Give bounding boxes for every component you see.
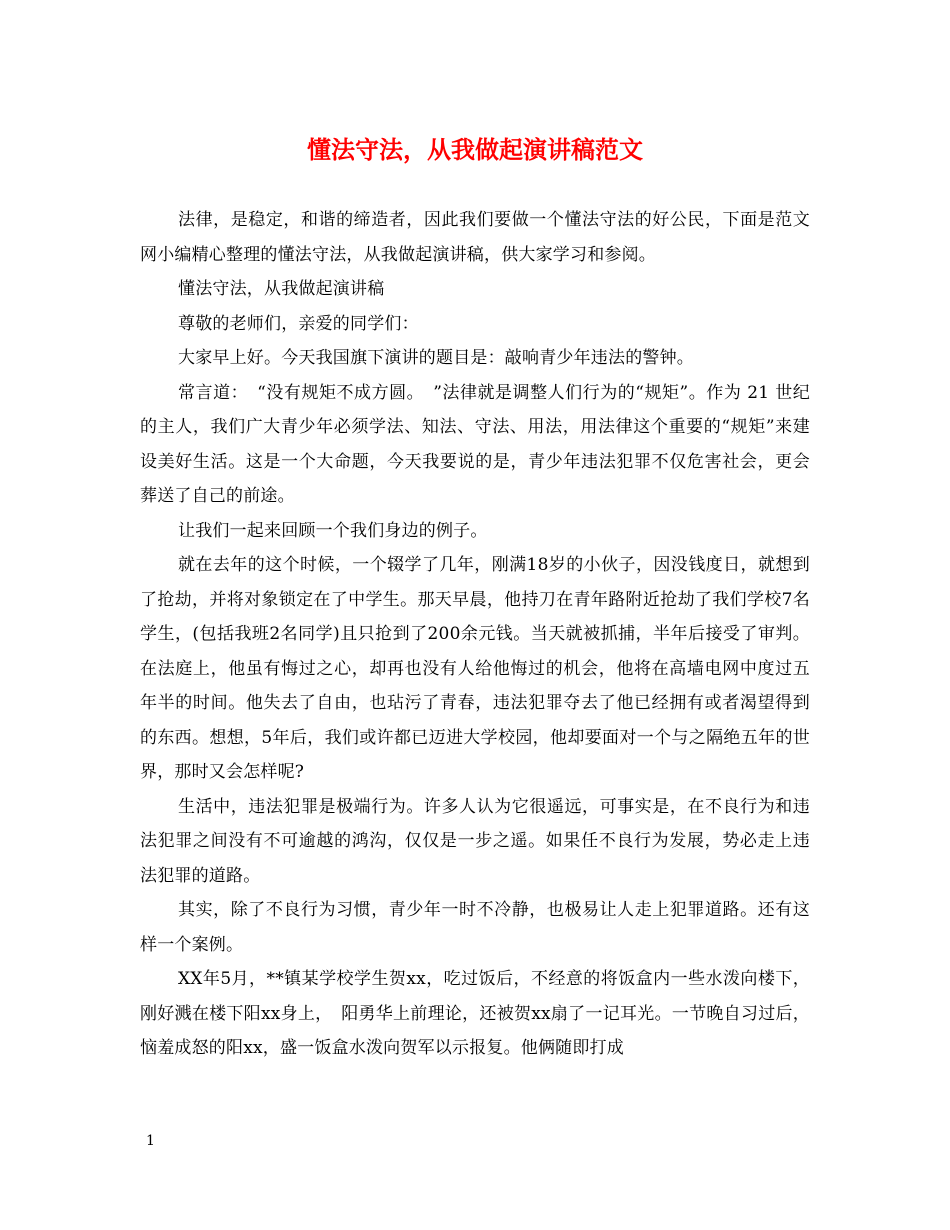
document-body bbox=[140, 203, 810, 1066]
paragraph: 生活中，违法犯罪是极端行为。许多人认为它很遥远，可事实是，在不良行为和违法犯罪之间没有不可逾越的鸿沟，仅仅是一步之遥。如果任不良行为发展，势必走上违法犯罪的道路。 bbox=[140, 796, 810, 886]
paragraph: XX年5月，**镇某学校学生贺xx，吃过饭后，不经意的将饭盒内一些水泼向楼下，刚好溅在楼下阳xx身上， 阳勇华上前理论，还被贺xx扇了一记耳光。一节晚自习过后，恼羞成怒的阳xx，盛一饭盒水泼向贺军以示报复。他俩随即打成 bbox=[140, 969, 810, 1058]
paragraph: 懂法守法，从我做起演讲稿 bbox=[178, 279, 385, 299]
paragraph: 大家早上好。今天我国旗下演讲的题目是：敲响青少年违法的警钟。 bbox=[178, 348, 694, 368]
paragraph: 法律，是稳定，和谐的缔造者，因此我们要做一个懂法守法的好公民，下面是范文网小编精心整理的懂法守法，从我做起演讲稿，供大家学习和参阅。 bbox=[140, 210, 810, 265]
paragraph: 其实，除了不良行为习惯，青少年一时不冷静，也极易让人走上犯罪道路。还有这样一个案例。 bbox=[140, 900, 810, 955]
paragraph: 尊敬的老师们，亲爱的同学们： bbox=[178, 313, 419, 334]
paragraph: 让我们一起来回顾一个我们身边的例子。 bbox=[178, 520, 488, 541]
paragraph: 就在去年的这个时候，一个辍学了几年，刚满18岁的小伙子，因没钱度日，就想到了抢劫，并将对象锁定在了中学生。那天早晨，他持刀在青年路附近抢劫了我们学校7名学生，(包括我班2名同学)且只抢到了200余元钱。当天就被抓捕，半年后接受了审判。在法庭上，他虽有悔过之心，却再也没有人给他悔过的机会，他将在高墙电网中度过五年半的时间。他失去了自由，也玷污了青春，违法犯罪夺去了他已经拥有或者渴望得到的东西。想想，5年后，我们或许都已迈进大学校园，他却要面对一个与之隔绝五年的世界，那时又会怎样呢? bbox=[140, 555, 810, 782]
page-number: 1 bbox=[146, 1133, 155, 1149]
document-title: 懂法守法，从我做起演讲稿范文 bbox=[307, 135, 643, 164]
paragraph: 常言道： “没有规矩不成方圆。 ”法律就是调整人们行为的“规矩”。作为 21 世纪的主人，我们广大青少年必须学法、知法、守法、用法，用法律这个重要的“规矩”来建设美好生活。这是一个大命题，今天我要说的是，青少年违法犯罪不仅危害社会，更会葬送了自己的前途。 bbox=[140, 382, 810, 506]
